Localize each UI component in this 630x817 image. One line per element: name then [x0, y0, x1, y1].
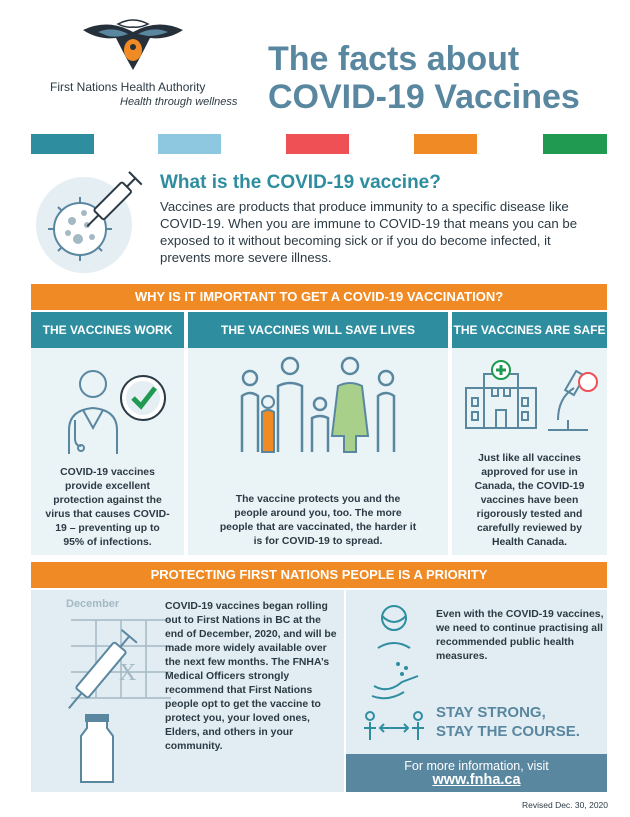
december-label: December	[66, 598, 120, 610]
mask-handwash-distance-icon	[358, 602, 430, 742]
color-chip-teal	[31, 134, 94, 154]
color-chip-green	[543, 134, 607, 154]
hospital-microscope-icon	[462, 358, 602, 438]
col-text-vaccines-work: COVID-19 vaccines provide excellent protection against the virus that causes COVID-19 – preventing up to 95% of infections.	[45, 467, 170, 548]
col-text-vaccines-safe: Just like all vaccines approved for use in Canada, the COVID-19 vaccines have been rigorously tested and carefully reviewed by Health Canada.	[474, 453, 585, 548]
calendar-x-mark: X	[119, 660, 137, 686]
col-body-vaccines-work	[31, 348, 184, 555]
stay-strong-slogan	[436, 703, 580, 741]
title-line-1: The facts about	[268, 40, 520, 78]
col-head-vaccines-safe: THE VACCINES ARE SAFE	[452, 312, 607, 348]
org-tagline: Health through wellness	[120, 96, 238, 108]
revised-date: Revised Dec. 30, 2020	[522, 800, 608, 810]
what-body: Vaccines are products that produce immunity to a specific disease like COVID-19. When you are immune to COVID-19 that means you can be exposed to it without becoming sick or if you do become infected, it prevents more severe illness.	[160, 199, 578, 265]
rollout-text: COVID-19 vaccines began rolling out to First Nations in BC at the end of December, 2020, and will be made more widely available over the next few months. The FNHA’s Medical Officers strongly recommend that First Nations people opt to get the vaccine to protect you, your loved ones, Elders, and others in your community.	[165, 601, 337, 752]
virus-syringe-icon	[32, 163, 152, 278]
title-line-2: COVID-19 Vaccines	[268, 78, 580, 116]
page-title	[268, 40, 608, 116]
logo-block	[50, 18, 250, 113]
col-body-save-lives	[188, 348, 448, 555]
family-group-icon	[238, 356, 398, 456]
fnha-logo-icon	[78, 18, 188, 78]
col-body-vaccines-safe	[452, 348, 607, 555]
stay-line-2: STAY THE COURSE.	[436, 723, 580, 740]
col-head-save-lives: THE VACCINES WILL SAVE LIVES	[188, 312, 448, 348]
calendar-syringe-icon	[41, 610, 171, 790]
color-chip-light-blue	[158, 134, 221, 154]
why-banner: WHY IS IT IMPORTANT TO GET A COVID-19 VACCINATION?	[31, 284, 607, 310]
color-chip-orange	[414, 134, 477, 154]
fnha-website-link[interactable]: www.fnha.ca	[432, 772, 521, 788]
col-head-vaccines-work: THE VACCINES WORK	[31, 312, 184, 348]
priority-banner: PROTECTING FIRST NATIONS PEOPLE IS A PRIORITY	[31, 562, 607, 588]
what-heading: What is the COVID-19 vaccine?	[160, 172, 441, 193]
col-text-save-lives: The vaccine protects you and the people around you, too. The more people that are vaccinated, the harder it is for COVID-19 to spread.	[219, 494, 417, 547]
measures-text: Even with the COVID-19 vaccines, we need to continue practising all recommended public health measures.	[436, 609, 604, 662]
footer-line: For more information, visit	[404, 759, 549, 773]
doctor-checkmark-icon	[61, 358, 171, 458]
footer-box	[346, 754, 607, 792]
stay-line-1: STAY STRONG,	[436, 704, 546, 721]
color-chip-red	[286, 134, 349, 154]
org-name: First Nations Health Authority	[50, 80, 206, 94]
